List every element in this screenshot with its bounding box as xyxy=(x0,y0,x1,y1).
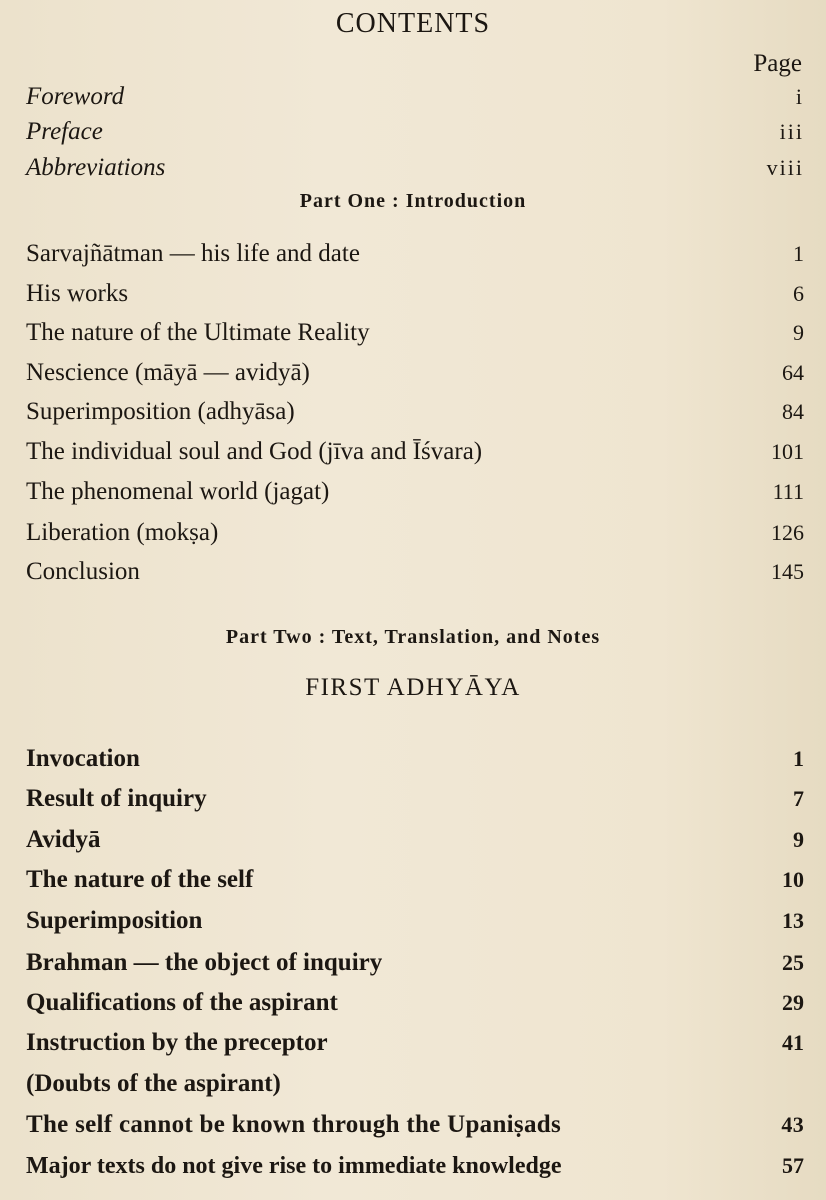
toc-entry-title: Superimposition xyxy=(26,907,203,934)
toc-entry xyxy=(26,1025,804,1061)
toc-entry-page: 43 xyxy=(781,1112,804,1137)
toc-entry-page: 29 xyxy=(782,990,804,1015)
toc-entry-page: 41 xyxy=(782,1030,804,1055)
toc-entry xyxy=(26,1066,804,1102)
toc-entry-title: The self cannot be known through the Upaniṣads xyxy=(26,1111,561,1138)
toc-entry xyxy=(26,515,804,551)
toc-entry xyxy=(26,1148,804,1184)
toc-entry-title: Conclusion xyxy=(26,558,140,585)
toc-entry-title: (Doubts of the aspirant) xyxy=(26,1070,281,1097)
part-two-heading: Part Two : Text, Translation, and Notes xyxy=(225,626,601,648)
toc-entry xyxy=(26,394,804,430)
toc-entry-page: 7 xyxy=(793,786,804,811)
toc-entry-title: Avidyā xyxy=(26,826,101,853)
toc-entry-title: Qualifications of the aspirant xyxy=(26,989,338,1016)
toc-entry-page: 1 xyxy=(793,746,804,771)
part-one-heading: Part One : Introduction xyxy=(299,190,527,212)
toc-entry-page: 57 xyxy=(782,1153,804,1178)
toc-entry-title: Preface xyxy=(26,118,103,145)
toc-entry-page: 145 xyxy=(771,559,804,584)
toc-entry-title: Major texts do not give rise to immediate knowledge xyxy=(26,1152,562,1179)
contents-title: CONTENTS xyxy=(335,8,491,39)
toc-entry xyxy=(26,985,804,1021)
toc-entry-foreword xyxy=(26,80,804,114)
toc-entry xyxy=(26,903,804,939)
toc-entry xyxy=(26,236,804,272)
toc-entry-page: 111 xyxy=(772,479,804,504)
toc-entry xyxy=(26,1107,804,1143)
toc-entry-page: 64 xyxy=(782,360,804,385)
toc-entry-title: Liberation (mokṣa) xyxy=(26,519,219,546)
toc-entry-title: The nature of the self xyxy=(26,866,254,893)
toc-entry-page: 25 xyxy=(782,950,804,975)
toc-entry-title: Foreword xyxy=(26,83,125,110)
toc-entry-page: 13 xyxy=(782,908,804,933)
toc-entry-page: i xyxy=(795,84,804,109)
toc-entry-page: 126 xyxy=(771,520,804,545)
toc-entry-preface xyxy=(26,115,804,149)
toc-entry-title: His works xyxy=(26,280,129,307)
toc-entry-page: 10 xyxy=(782,867,804,892)
toc-entry xyxy=(26,741,804,777)
toc-entry xyxy=(26,355,804,391)
toc-entry xyxy=(26,554,804,590)
toc-entry xyxy=(26,822,804,858)
toc-entry xyxy=(26,276,804,312)
toc-entry-page: 9 xyxy=(793,320,804,345)
toc-entry-title: Sarvajñātman — his life and date xyxy=(26,240,360,267)
toc-entry-page: 6 xyxy=(793,281,804,306)
toc-entry-page: iii xyxy=(779,119,804,144)
toc-entry-title: Instruction by the preceptor xyxy=(26,1029,328,1056)
toc-entry-page: 9 xyxy=(793,827,804,852)
toc-entry xyxy=(26,862,804,898)
toc-entry-page: 101 xyxy=(771,439,804,464)
page-column-label: Page xyxy=(753,50,802,77)
toc-entry-page: 84 xyxy=(782,399,804,424)
toc-entry-title: The phenomenal world (jagat) xyxy=(26,478,330,505)
toc-entry-title: Invocation xyxy=(26,745,140,772)
toc-entry xyxy=(26,781,804,817)
first-adhyaya-heading: FIRST ADHYĀYA xyxy=(305,674,521,701)
toc-entry-title: The individual soul and God (jīva and Īśvara) xyxy=(26,438,483,465)
toc-entry-title: Nescience (māyā — avidyā) xyxy=(26,359,310,386)
toc-entry-page: 1 xyxy=(793,241,804,266)
toc-entry-page: viii xyxy=(766,155,804,180)
toc-entry-abbreviations xyxy=(26,151,804,185)
toc-entry-title: The nature of the Ultimate Reality xyxy=(26,319,370,346)
toc-entry xyxy=(26,434,804,470)
toc-entry xyxy=(26,474,804,510)
toc-entry xyxy=(26,315,804,351)
toc-entry-title: Abbreviations xyxy=(26,154,166,181)
toc-entry xyxy=(26,945,804,981)
toc-entry-title: Superimposition (adhyāsa) xyxy=(26,398,295,425)
toc-entry-title: Result of inquiry xyxy=(26,785,207,812)
toc-entry-title: Brahman — the object of inquiry xyxy=(26,949,383,976)
